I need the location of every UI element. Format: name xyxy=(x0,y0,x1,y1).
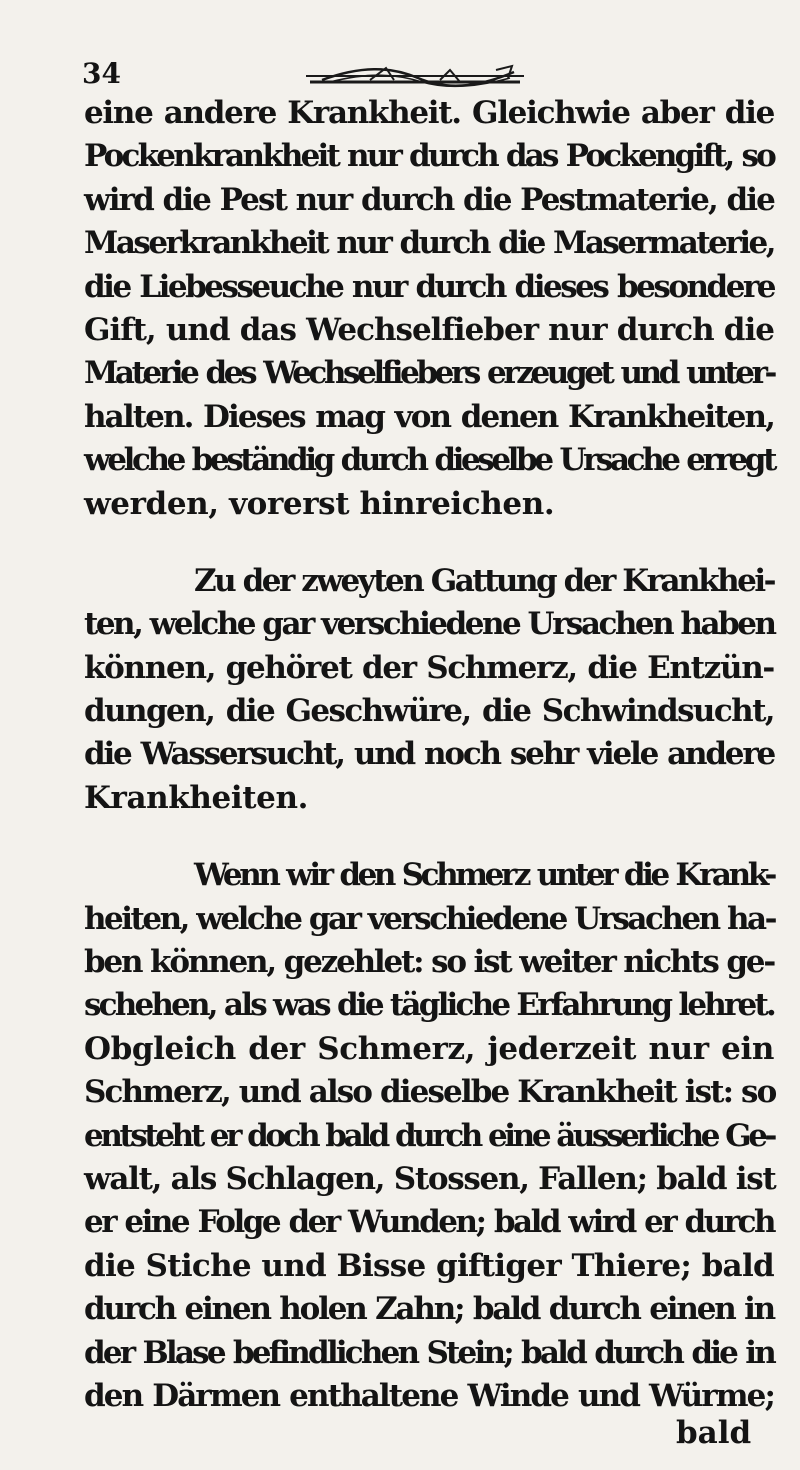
text-line: heiten, welche gar verschiedene Ursachen ha- xyxy=(84,900,775,937)
text-line: walt, als Schlagen, Stossen, Fallen; bald ist xyxy=(84,1160,776,1197)
paragraph-2 xyxy=(84,560,774,820)
text-line: dungen, die Geschwüre, die Schwindsucht, xyxy=(84,693,774,730)
text-line: Maserkrankheit nur durch die Masermaterie, xyxy=(84,225,774,262)
text-line: Obgleich der Schmerz, jederzeit nur ein xyxy=(84,1030,774,1067)
text-line: welche beständig durch dieselbe Ursache erregt xyxy=(84,442,774,479)
text-line: Schmerz, und also dieselbe Krankheit ist: so xyxy=(84,1074,776,1111)
catchword: bald xyxy=(676,1415,752,1451)
text-line: schehen, als was die tägliche Erfahrung lehret. xyxy=(84,987,774,1024)
decorative-rule-ornament-icon xyxy=(300,52,530,92)
text-line: ben können, gezehlet: so ist weiter nichts ge- xyxy=(84,944,774,981)
text-line: können, gehöret der Schmerz, die Entzün- xyxy=(84,649,774,686)
text-line: entsteht er doch bald durch eine äusserliche Ge- xyxy=(84,1117,774,1154)
text-line: ten, welche gar verschiedene Ursachen haben xyxy=(84,606,775,643)
text-line: wird die Pest nur durch die Pestmaterie, die xyxy=(84,181,774,218)
page-number: 34 xyxy=(82,57,121,90)
text-line: die Liebesseuche nur durch dieses besondere xyxy=(84,268,774,305)
text-line: Krankheiten. xyxy=(84,779,308,816)
text-line: Pockenkrankheit nur durch das Pockengift, so xyxy=(84,138,774,175)
paragraph-3 xyxy=(84,854,774,1418)
text-line: der Blase befindlichen Stein; bald durch die in xyxy=(84,1334,774,1371)
text-line: die Stiche und Bisse giftiger Thiere; bald xyxy=(84,1247,774,1284)
paragraph-gap xyxy=(84,526,774,560)
text-line: durch einen holen Zahn; bald durch einen in xyxy=(84,1291,774,1328)
text-line: werden, vorerst hinreichen. xyxy=(84,485,555,522)
paragraph-gap xyxy=(84,820,774,854)
text-line: den Därmen enthaltene Winde und Würme; xyxy=(84,1377,774,1414)
text-line: Wenn wir den Schmerz unter die Krank- xyxy=(194,857,774,894)
text-line: halten. Dieses mag von denen Krankheiten, xyxy=(84,398,774,435)
text-line: eine andere Krankheit. Gleichwie aber die xyxy=(84,95,774,131)
text-line: Gift, und das Wechselfieber nur durch die xyxy=(84,311,774,348)
body-text xyxy=(84,92,774,1418)
text-line: Zu der zweyten Gattung der Krankhei- xyxy=(194,562,774,599)
text-line: er eine Folge der Wunden; bald wird er durch xyxy=(84,1204,774,1241)
text-line: Materie des Wechselfiebers erzeuget und unter- xyxy=(84,355,774,392)
paragraph-1 xyxy=(84,92,774,526)
text-line: die Wassersucht, und noch sehr viele andere xyxy=(84,736,774,773)
